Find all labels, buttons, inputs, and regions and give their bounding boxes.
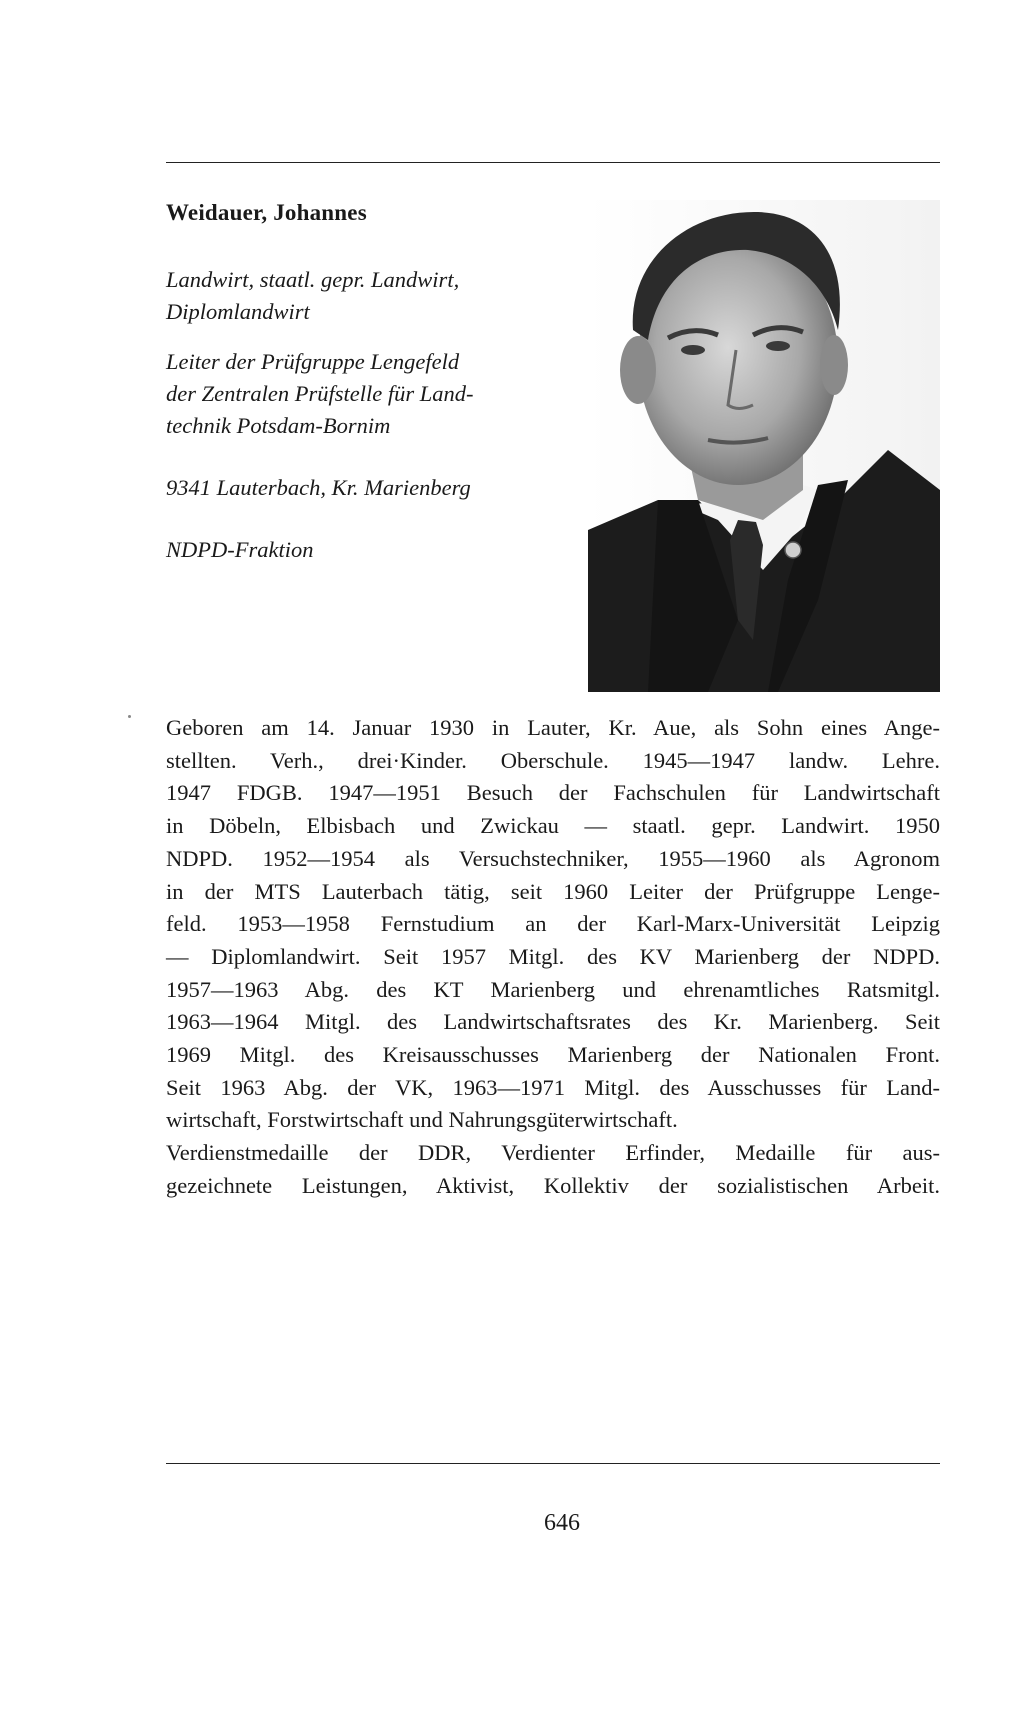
address [166,472,586,504]
profession [166,264,586,328]
biography-line: in der MTS Lauterbach tätig, seit 1960 Leiter der Prüfgruppe Lenge- [166,878,940,904]
biography-line: Seit 1963 Abg. der VK, 1963—1971 Mitgl. des Ausschusses für Land- [166,1074,940,1100]
biography-line: in Döbeln, Elbisbach und Zwickau — staatl. gepr. Landwirt. 1950 [166,813,940,839]
position-line: der Zentralen Prüfstelle für Land- [166,381,474,406]
biography-line: Geboren am 14. Januar 1930 in Lauter, Kr. Aue, als Sohn eines Ange- [166,715,940,740]
biography-line: 1957—1963 Abg. des KT Marienberg und ehrenamtliches Ratsmitgl. [166,976,940,1002]
biography-line: wirtschaft, Forstwirtschaft und Nahrungsgüterwirtschaft. [166,1107,678,1133]
biography-line: 1969 Mitgl. des Kreisausschusses Marienberg der Nationalen Front. [166,1042,940,1068]
biography-line: Verdienstmedaille der DDR, Verdienter Erfinder, Medaille für aus- [166,1140,940,1166]
page-number: 646 [544,1510,580,1536]
position [166,346,586,442]
scan-speck [128,715,131,718]
biography-line: gezeichnete Leistungen, Aktivist, Kollektiv der sozialistischen Arbeit. [166,1172,940,1198]
profession-line: Diplomlandwirt [166,299,310,324]
address-line: 9341 Lauterbach, Kr. Marienberg [166,475,471,500]
biography-line: — Diplomlandwirt. Seit 1957 Mitgl. des KV Marienberg der NDPD. [166,943,940,969]
top-rule [166,162,940,163]
portrait-photo [588,200,940,692]
biography-line: 1963—1964 Mitgl. des Landwirtschaftsrates des Kr. Marienberg. Seit [166,1009,940,1035]
biography-line: 1947 FDGB. 1947—1951 Besuch der Fachschulen für Landwirtschaft [166,780,940,806]
biography-line: stellten. Verh., drei·Kinder. Oberschule. 1945—1947 landw. Lehre. [166,747,940,773]
fraction [166,534,586,566]
position-line: technik Potsdam-Bornim [166,413,391,438]
biography [166,712,940,1203]
biography-line: NDPD. 1952—1954 als Versuchstechniker, 1955—1960 als Agronom [166,845,940,871]
entry-name: Weidauer, Johannes [166,200,367,225]
profession-line: Landwirt, staatl. gepr. Landwirt, [166,267,460,292]
bottom-rule [166,1463,940,1464]
position-line: Leiter der Prüfgruppe Lengefeld [166,349,460,374]
biography-line: feld. 1953—1958 Fernstudium an der Karl-Marx-Universität Leipzig [166,911,940,937]
fraction-line: NDPD-Fraktion [166,537,314,562]
